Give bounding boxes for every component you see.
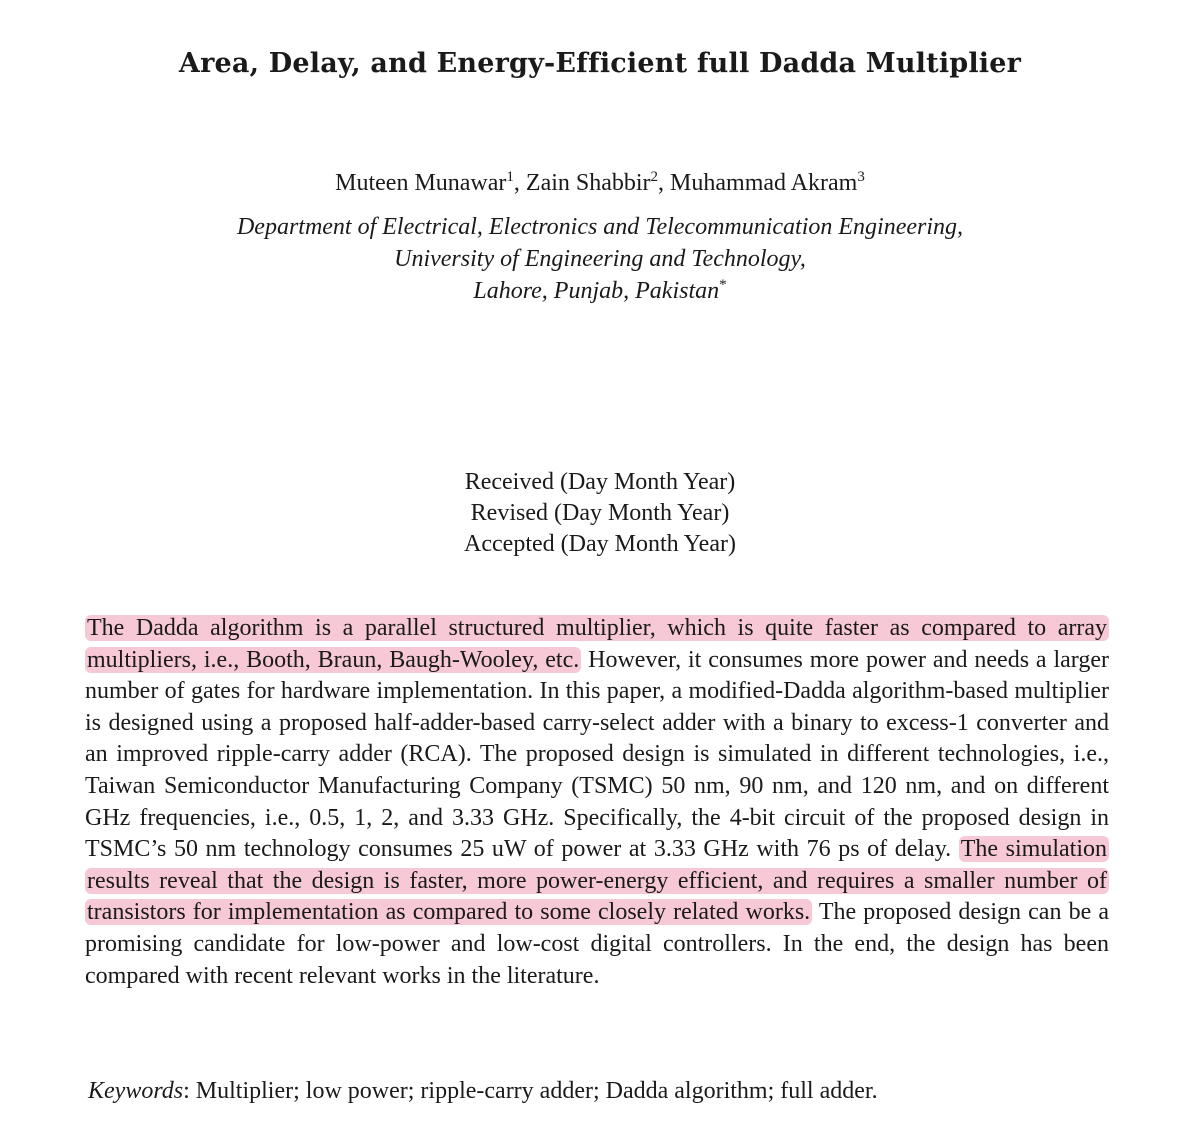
- affiliation-line-department: Department of Electrical, Electronics and Telecommunication Engineering,: [236, 214, 964, 240]
- author-affiliation-mark: 3: [857, 169, 865, 185]
- abstract-text-2: The proposed design can be a promising candidate for low-power and low-cost digital controllers. In the end, the design has been compared with recent relevant works in the literature.: [85, 899, 1109, 989]
- abstract-highlight-1: The Dadda algorithm is a parallel structured multiplier, which is quite faster as compared to array multipliers, i.e., Booth, Braun, Baugh-Wooley, etc.: [87, 615, 1107, 673]
- paper-title: Area, Delay, and Energy-Efficient full Dadda Multiplier: [178, 48, 1022, 79]
- affiliation: [0, 211, 1200, 307]
- affiliation-footnote-mark: *: [719, 277, 727, 293]
- date-received: Received (Day Month Year): [464, 469, 736, 495]
- author-name: Muhammad Akram: [670, 170, 858, 196]
- keywords-label: Keywords: [88, 1078, 184, 1104]
- date-revised: Revised (Day Month Year): [470, 500, 730, 526]
- author-separator: ,: [513, 170, 526, 196]
- submission-dates: [0, 467, 1200, 560]
- author-affiliation-mark: 1: [506, 169, 514, 185]
- keywords-list: : Multiplier; low power; ripple-carry adder; Dadda algorithm; full adder.: [183, 1078, 878, 1104]
- affiliation-line-university: University of Engineering and Technology,: [394, 246, 806, 272]
- keywords: [88, 1078, 1112, 1105]
- date-accepted: Accepted (Day Month Year): [464, 531, 736, 557]
- author-separator: ,: [658, 170, 671, 196]
- abstract: [85, 613, 1109, 992]
- affiliation-location-text: Lahore, Punjab, Pakistan: [473, 278, 720, 304]
- abstract-text-1: However, it consumes more power and needs a larger number of gates for hardware implementation. In this paper, a modified-Dadda algorithm-based multiplier is designed using a proposed half-adder-based carry-select adder with a binary to excess-1 converter and an improved ripple-carry adder (RCA). The proposed design is simulated in different technologies, i.e., Taiwan Semiconductor Manufacturing Company (TSMC) 50 nm, 90 nm, and 120 nm, and on different GHz frequencies, i.e., 0.5, 1, 2, and 3.33 GHz. Specifically, the 4-bit circuit of the proposed design in TSMC’s 50 nm technology consumes 25 uW of power at 3.33 GHz with 76 ps of delay.: [85, 646, 1109, 863]
- author-affiliation-mark: 2: [650, 169, 659, 185]
- author-list: [0, 170, 1200, 197]
- affiliation-line-location: [0, 275, 1200, 307]
- abstract-highlight-2: The simulation results reveal that the design is faster, more power-energy efficient, and requires a smaller number of transistors for implementation as compared to some closely related works.: [87, 836, 1107, 926]
- author-name: Zain Shabbir: [525, 170, 651, 196]
- author-name: Muteen Munawar: [335, 170, 507, 196]
